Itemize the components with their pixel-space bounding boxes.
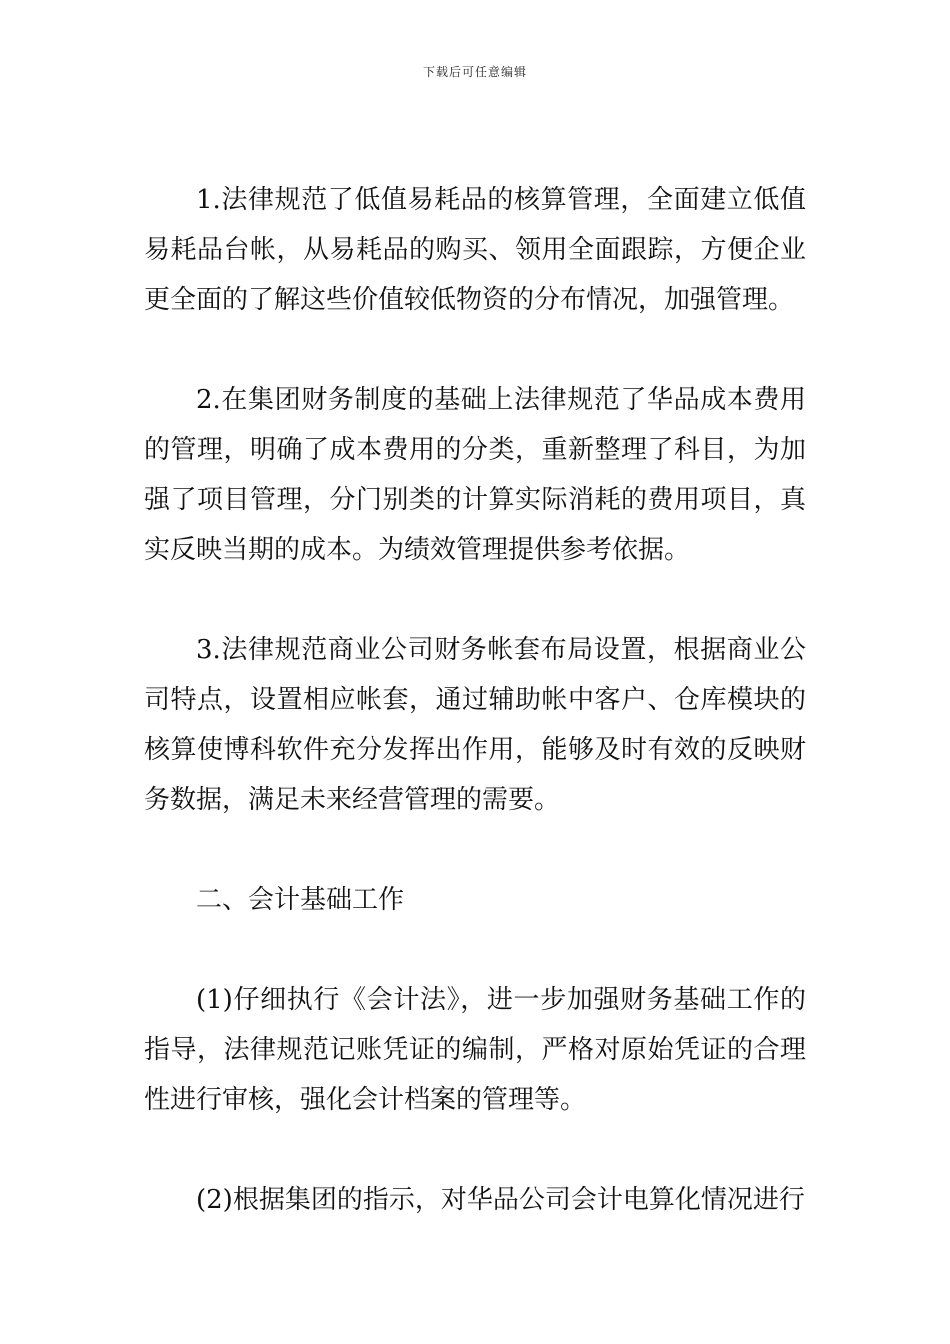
header-note: 下载后可任意编辑 — [422, 65, 527, 79]
paragraph-1: 1.法律规范了低值易耗品的核算管理，全面建立低值易耗品台帐，从易耗品的购买、领用全面跟踪，方便企业更全面的了解这些价值较低物资的分布情况，加强管理。 — [144, 185, 806, 315]
paragraph-2: 2.在集团财务制度的基础上法律规范了华品成本费用的管理，明确了成本费用的分类，重新整理了科目，为加强了项目管理，分门别类的计算实际消耗的费用项目，真实反映当期的成本。为绩效管理提供参考依据。 — [144, 385, 806, 565]
paragraph-gap — [144, 325, 806, 375]
section-heading: 二、会计基础工作 — [196, 885, 405, 915]
document-body — [144, 175, 806, 1225]
paragraph-gap — [144, 925, 806, 975]
paragraph-gap — [144, 575, 806, 625]
paragraph-gap — [144, 825, 806, 875]
paragraph-3: 3.法律规范商业公司财务帐套布局设置，根据商业公司特点，设置相应帐套，通过辅助帐中客户、仓库模块的核算使博科软件充分发挥出作用，能够及时有效的反映财务数据，满足未来经营管理的需要。 — [144, 635, 806, 815]
paragraph-4: (1)仔细执行《会计法》，进一步加强财务基础工作的指导，法律规范记账凭证的编制，严格对原始凭证的合理性进行审核，强化会计档案的管理等。 — [144, 985, 806, 1115]
paragraph-gap — [144, 1125, 806, 1175]
paragraph-5: (2)根据集团的指示，对华品公司会计电算化情况进行 — [196, 1185, 805, 1215]
